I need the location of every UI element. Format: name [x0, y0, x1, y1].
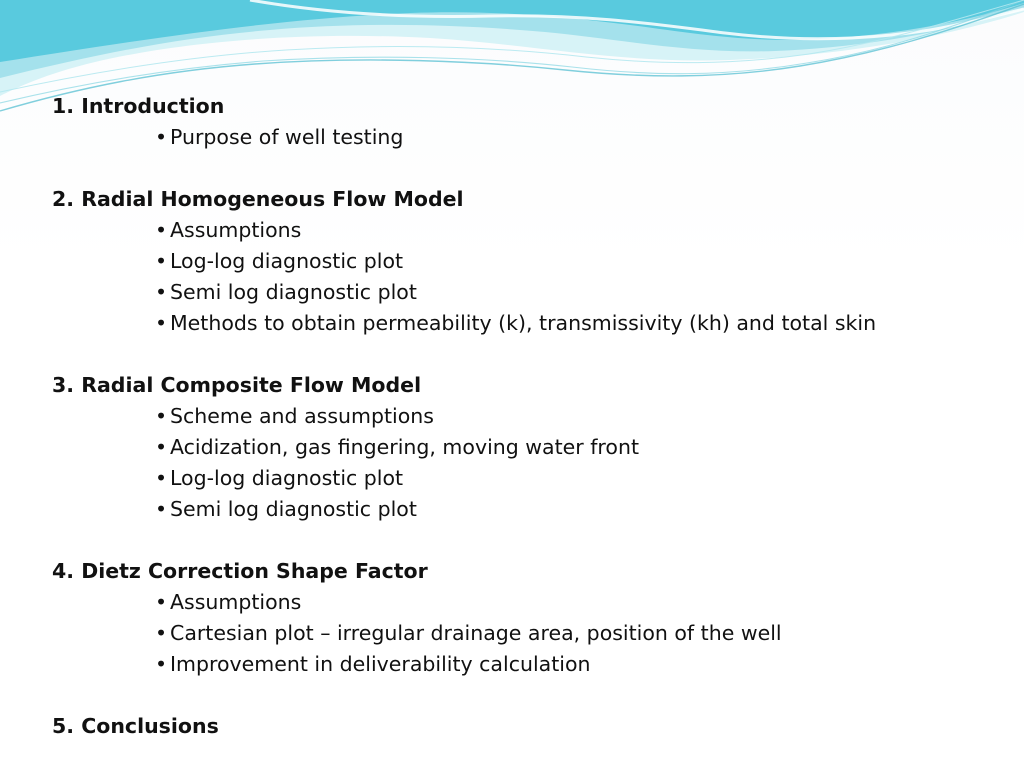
- bullet-list: [52, 401, 992, 525]
- section-spacer: [52, 680, 992, 711]
- bullet-icon: •: [155, 590, 168, 614]
- bullet-list: [52, 215, 992, 339]
- bullet-text: Cartesian plot – irregular drainage area, position of the well: [170, 621, 782, 645]
- bullet-icon: •: [155, 404, 168, 428]
- bullet-item: [52, 618, 992, 649]
- bullet-icon: •: [155, 497, 168, 521]
- bullet-list: [52, 587, 992, 680]
- section-title: 3. Radial Composite Flow Model: [52, 373, 422, 397]
- section-dietz-correction: [52, 556, 992, 680]
- bullet-icon: •: [155, 280, 168, 304]
- bullet-icon: •: [155, 311, 168, 335]
- bullet-text: Semi log diagnostic plot: [170, 497, 417, 521]
- bullet-text: Semi log diagnostic plot: [170, 280, 417, 304]
- bullet-item: [52, 246, 992, 277]
- bullet-text: Log-log diagnostic plot: [170, 249, 404, 273]
- section-introduction: [52, 91, 992, 153]
- bullet-item: [52, 215, 992, 246]
- bullet-text: Scheme and assumptions: [170, 404, 434, 428]
- bullet-item: [52, 277, 992, 308]
- section-radial-homogeneous: [52, 184, 992, 339]
- section-spacer: [52, 525, 992, 556]
- bullet-text: Improvement in deliverability calculation: [170, 652, 591, 676]
- bullet-icon: •: [155, 652, 168, 676]
- section-conclusions: [52, 711, 992, 742]
- section-title: 2. Radial Homogeneous Flow Model: [52, 187, 464, 211]
- section-title: 4. Dietz Correction Shape Factor: [52, 559, 428, 583]
- bullet-text: Assumptions: [170, 590, 302, 614]
- bullet-icon: •: [155, 621, 168, 645]
- bullet-icon: •: [155, 435, 168, 459]
- bullet-item: [52, 494, 992, 525]
- bullet-text: Acidization, gas fingering, moving water front: [170, 435, 639, 459]
- bullet-icon: •: [155, 249, 168, 273]
- bullet-item: [52, 587, 992, 618]
- bullet-text: Log-log diagnostic plot: [170, 466, 404, 490]
- bullet-item: [52, 432, 992, 463]
- bullet-icon: •: [155, 466, 168, 490]
- bullet-item: [52, 463, 992, 494]
- section-spacer: [52, 339, 992, 370]
- bullet-icon: •: [155, 218, 168, 242]
- bullet-item: [52, 649, 992, 680]
- bullet-item: [52, 308, 992, 339]
- bullet-text: Assumptions: [170, 218, 302, 242]
- bullet-list: [52, 122, 992, 153]
- bullet-text: Purpose of well testing: [170, 125, 404, 149]
- bullet-item: [52, 401, 992, 432]
- section-radial-composite: [52, 370, 992, 525]
- bullet-icon: •: [155, 125, 168, 149]
- bullet-item: [52, 122, 992, 153]
- slide-content: [52, 91, 992, 742]
- section-title: 1. Introduction: [52, 94, 225, 118]
- section-title: 5. Conclusions: [52, 714, 219, 738]
- bullet-text: Methods to obtain permeability (k), transmissivity (kh) and total skin: [170, 311, 877, 335]
- section-spacer: [52, 153, 992, 184]
